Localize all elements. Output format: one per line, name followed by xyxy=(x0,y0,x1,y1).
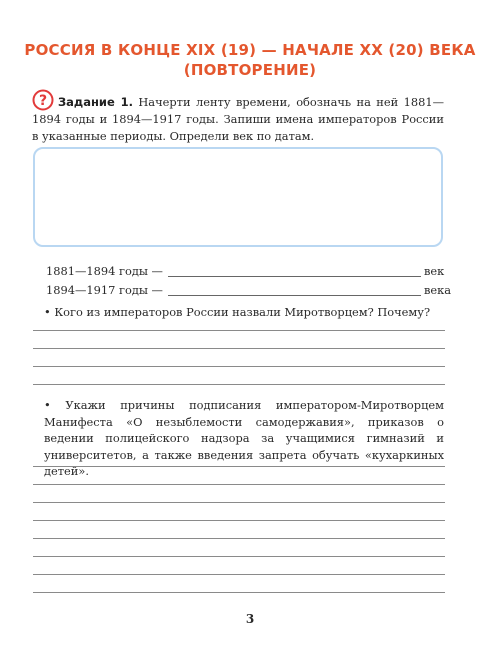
answer-line[interactable] xyxy=(33,556,445,557)
question-icon xyxy=(32,89,54,111)
answer-line[interactable] xyxy=(33,574,445,575)
answer-row-1881-1894 xyxy=(46,264,446,282)
answer-line[interactable] xyxy=(33,538,445,539)
century-answer-line[interactable] xyxy=(346,295,421,296)
century-suffix: век xyxy=(424,264,445,278)
answer-line[interactable] xyxy=(33,466,445,467)
answer-line[interactable] xyxy=(33,502,445,503)
task-1 xyxy=(32,89,444,144)
century-suffix: века xyxy=(424,283,452,297)
task-text: Начерти ленту времени, обозначь на ней 1881—1894 годы и 1894—1917 годы. Запиши имена императоров России в указанные периоды. Определи век по датам. xyxy=(32,95,445,143)
title-line-1: РОССИЯ В КОНЦЕ XIX (19) — НАЧАЛЕ XX (20) ВЕКА xyxy=(24,41,476,59)
period-label: 1881—1894 годы — xyxy=(46,264,163,278)
answer-line[interactable] xyxy=(33,384,445,385)
period-label: 1894—1917 годы — xyxy=(46,283,163,297)
answer-line[interactable] xyxy=(33,330,445,331)
century-answer-line[interactable] xyxy=(346,276,421,277)
answer-row-1894-1917 xyxy=(46,283,452,301)
question-manifesto: • Укажи причины подписания императором-Миротворцем Манифеста «О незыблемости самодержавия», приказов о ведении полицейского надзора за учащимися гимназий и университетов, а также введения запрета обучать «кухаркиных детей». xyxy=(44,398,444,478)
question-peacemaker: • Кого из императоров России назвали Миротворцем? Почему? xyxy=(44,305,431,319)
timeline-drawing-area[interactable] xyxy=(33,147,443,247)
answer-line[interactable] xyxy=(33,348,445,349)
page-number: 3 xyxy=(245,612,255,626)
title-line-2: (ПОВТОРЕНИЕ) xyxy=(183,61,317,79)
emperor-answer-line[interactable] xyxy=(168,276,358,277)
answer-line[interactable] xyxy=(33,366,445,367)
emperor-answer-line[interactable] xyxy=(168,295,358,296)
answer-line[interactable] xyxy=(33,592,445,593)
answer-line[interactable] xyxy=(33,484,445,485)
task-label: Задание 1. xyxy=(58,95,133,109)
answer-line[interactable] xyxy=(33,520,445,521)
page-title xyxy=(0,40,500,80)
svg-text:?: ? xyxy=(38,93,48,109)
